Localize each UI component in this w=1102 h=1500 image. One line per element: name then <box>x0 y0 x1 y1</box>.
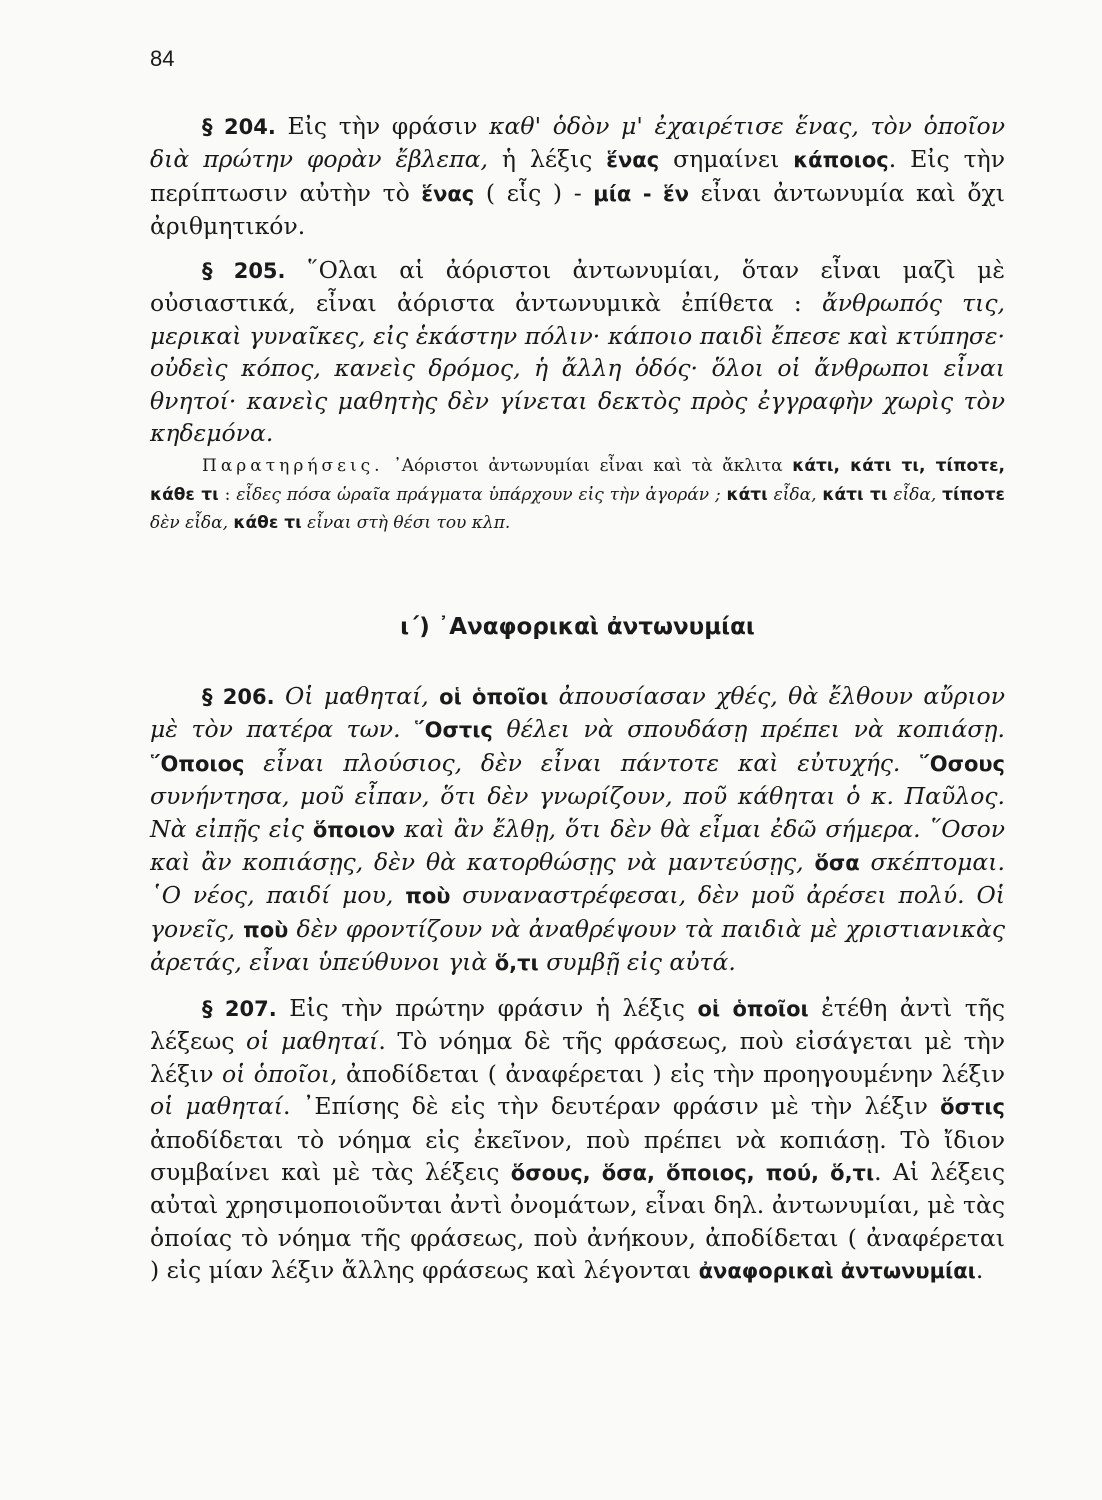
section-206: § 206. Οἱ μαθηταί, οἱ ὁποῖοι ἀπουσίασαν χθές, θὰ ἔλθουν αὔριον μὲ τὸν πατέρα των. ῞Οστις θέλει νὰ σπουδάσῃ πρέπει νὰ κοπιάσῃ. ῞Οποιος εἶναι πλούσιος, δὲν εἶναι πάντοτε καὶ εὐτυχής. ῞Οσους συνήντησα, μοῦ εἶπαν, ὅτι δὲν γνωρίζουν, ποῦ κάθηται ὁ κ. Παῦλος. Νὰ εἰπῇς εἰς ὅποιον καὶ ἂν ἔλθῃ, ὅτι δὲν θὰ εἶμαι ἐδῶ σήμερα. ῞Οσον καὶ ἂν κοπιάσῃς, δὲν θὰ κατορθώσῃς νὰ μαντεύσῃς, ὅσα σκέπτομαι. ῾Ο νέος, παιδί μου, ποὺ συναναστρέφεσαι, δὲν μοῦ ἀρέσει πολύ. Οἱ γονεῖς, ποὺ δὲν φροντίζουν νὰ ἀναθρέψουν τὰ παιδιὰ μὲ χριστιανικὰς ἀρετάς, εἶναι ὑπεύθυνοι γιὰ ὅ,τι συμβῇ εἰς αὐτά. <box>150 682 1006 977</box>
section-number: § 204. <box>202 115 276 139</box>
page-number: 84 <box>150 46 175 71</box>
section-number: § 205. <box>202 259 286 283</box>
section-number: § 207. <box>202 997 277 1021</box>
section-204: § 204. Εἰς τὴν φράσιν καθ' ὁδὸν μ' ἐχαιρέτισε ἕνας, τὸν ὁποῖον διὰ πρώτην φορὰν ἔβλεπα, ἡ λέξις ἕνας σημαίνει κάποιος. Εἰς τὴν περίπτωσιν αὐτὴν τὸ ἕνας ( εἷς ) - μία - ἕν εἶναι ἀντωνυμία καὶ ὄχι ἀριθμητικόν. <box>150 112 1005 241</box>
section-205: § 205. ῞Ολαι αἱ ἀόριστοι ἀντωνυμίαι, ὅταν εἶναι μαζὶ μὲ οὐσιαστικά, εἶναι ἀόριστα ἀντωνυμικὰ ἐπίθετα : ἄνθρωπός τις, μερικαὶ γυναῖκες, εἰς ἑκάστην πόλιν· κάποιο παιδὶ ἔπεσε καὶ κτύπησε· οὐδεὶς κόπος, κανεὶς δρόμος, ἡ ἄλλη ὁδός· ὅλοι οἱ ἄνθρωποι εἶναι θνητοί· κανεὶς μαθητὴς δὲν γίνεται δεκτὸς πρὸς ἐγγραφὴν χωρὶς τὸν κηδεμόνα. <box>150 256 1005 448</box>
section-207: § 207. Εἰς τὴν πρώτην φράσιν ἡ λέξις οἱ ὁποῖοι ἐτέθη ἀντὶ τῆς λέξεως οἱ μαθηταί. Τὸ νόημα δὲ τῆς φράσεως, ποὺ εἰσάγεται μὲ τὴν λέξιν οἱ ὁποῖοι, ἀποδίδεται ( ἀναφέρεται ) εἰς τὴν προηγουμένην λέξιν οἱ μαθηταί. ᾿Επίσης δὲ εἰς τὴν δευτέραν φράσιν μὲ τὴν λέξιν ὅστις ἀποδίδεται τὸ νόημα εἰς ἐκεῖνον, ποὺ πρέπει νὰ κοπιάσῃ. Τὸ ἴδιον συμβαίνει καὶ μὲ τὰς λέξεις ὅσους, ὅσα, ὅποιος, πού, ὅ,τι. Αἱ λέξεις αὐταὶ χρησιμοποιοῦνται ἀντὶ ὀνομάτων, εἶναι δηλ. ἀντωνυμίαι, μὲ τὰς ὁποίας τὸ νόημα τῆς φράσεως, ποὺ ἀνήκουν, ἀποδίδεται ( ἀναφέρεται ) εἰς μίαν λέξιν ἄλλης φράσεως καὶ λέγονται ἀναφορικαὶ ἀντωνυμίαι. <box>150 994 1006 1285</box>
document-page <box>150 40 1005 1460</box>
section-heading: ι΄) ᾿Αναφορικαὶ ἀντωνυμίαι <box>400 614 755 640</box>
remarks-note: Παρατηρήσεις. ᾿Αόριστοι ἀντωνυμίαι εἶναι καὶ τὰ ἄκλιτα κάτι, κάτι τι, τίποτε, κάθε τι : εἶδες πόσα ὡραῖα πράγματα ὑπάρχουν εἰς τὴν ἀγοράν ; κάτι εἶδα, κάτι τι εἶδα, τίποτε δὲν εἶδα, κάθε τι εἶναι στὴ θέσι του κλπ. <box>150 456 1006 534</box>
remarks-label: Παρατηρήσεις. <box>202 456 384 476</box>
section-number: § 206. <box>202 685 275 709</box>
